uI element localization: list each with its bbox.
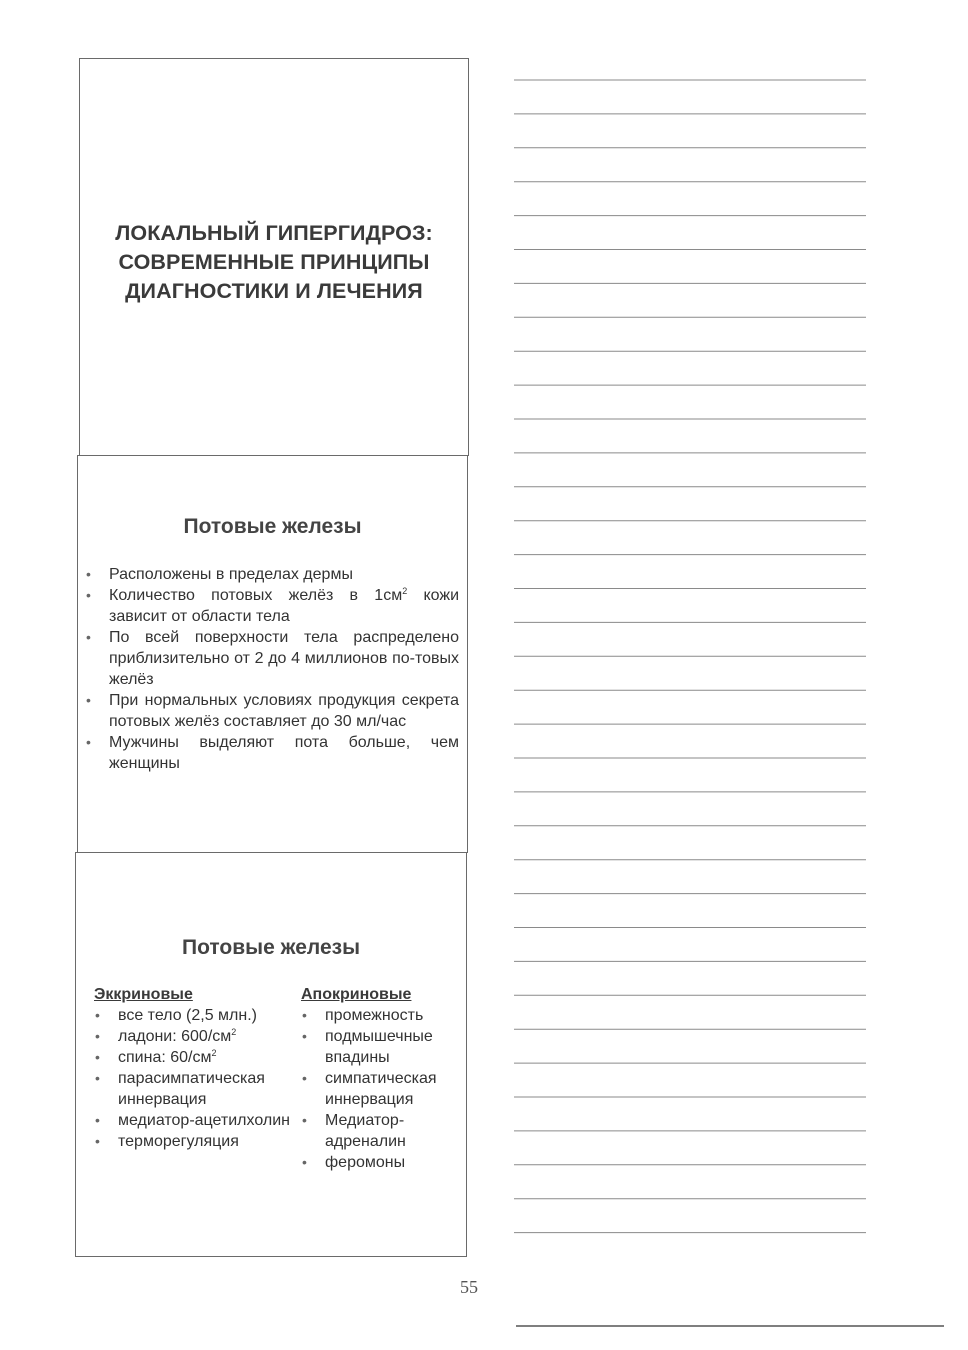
bullet-item: • парасимпатическая иннервация [118, 1068, 294, 1110]
bullet-item: • ладони: $600/см^2$ [118, 1026, 294, 1047]
bullet-item: • все тело (2,5 млн.) [118, 1005, 294, 1026]
column-heading: Апокриновые [301, 986, 412, 1003]
bullet-item: • При нормальных условиях продукция секрета потовых желёз составляет до 30 мл/час [109, 690, 459, 732]
column-heading: Эккриновые [94, 986, 193, 1003]
title-line: СОВРЕМЕННЫЕ ПРИНЦИПЫ [118, 250, 430, 274]
slide-title [79, 58, 469, 456]
bullet-item: • подмышечные впадины [325, 1026, 466, 1068]
title-line: ЛОКАЛЬНЫЙ ГИПЕРГИДРОЗ: [115, 221, 433, 245]
presentation-title [80, 219, 468, 306]
bullet-list [325, 1005, 466, 1173]
apocrine-column [301, 984, 466, 1173]
bullet-item: • Расположены в пределах дермы [109, 564, 459, 585]
bullet-item: • терморегуляция [118, 1131, 294, 1152]
eccrine-column [94, 984, 294, 1152]
slide-heading: Потовые железы [182, 936, 360, 959]
bullet-item: • спина: $60/см^2$ [118, 1047, 294, 1068]
bullet-item: • Медиатор-адреналин [325, 1110, 466, 1152]
bullet-list [118, 1005, 294, 1152]
bullet-item: • По всей поверхности тела распределено приблизительно от 2 до 4 миллионов по-товых желёз [109, 627, 459, 690]
bullet-item: • Количество потовых желёз в $1см^2$ кожи зависит от области тела [109, 585, 459, 627]
bullet-item: • Мужчины выделяют пота больше, чем женщины [109, 732, 459, 774]
bullet-item: • феромоны [325, 1152, 466, 1173]
bullet-list [109, 564, 459, 774]
slide-sweat-glands-overview [77, 455, 468, 853]
slide-heading: Потовые железы [183, 515, 362, 538]
title-line: ДИАГНОСТИКИ И ЛЕЧЕНИЯ [125, 279, 423, 303]
bullet-item: • промежность [325, 1005, 466, 1026]
slide-sweat-glands-comparison [75, 852, 467, 1257]
bullet-item: • симпатическая иннервация [325, 1068, 466, 1110]
bullet-item: • медиатор-ацетилхолин [118, 1110, 294, 1131]
page-number: 55 [460, 1277, 478, 1297]
